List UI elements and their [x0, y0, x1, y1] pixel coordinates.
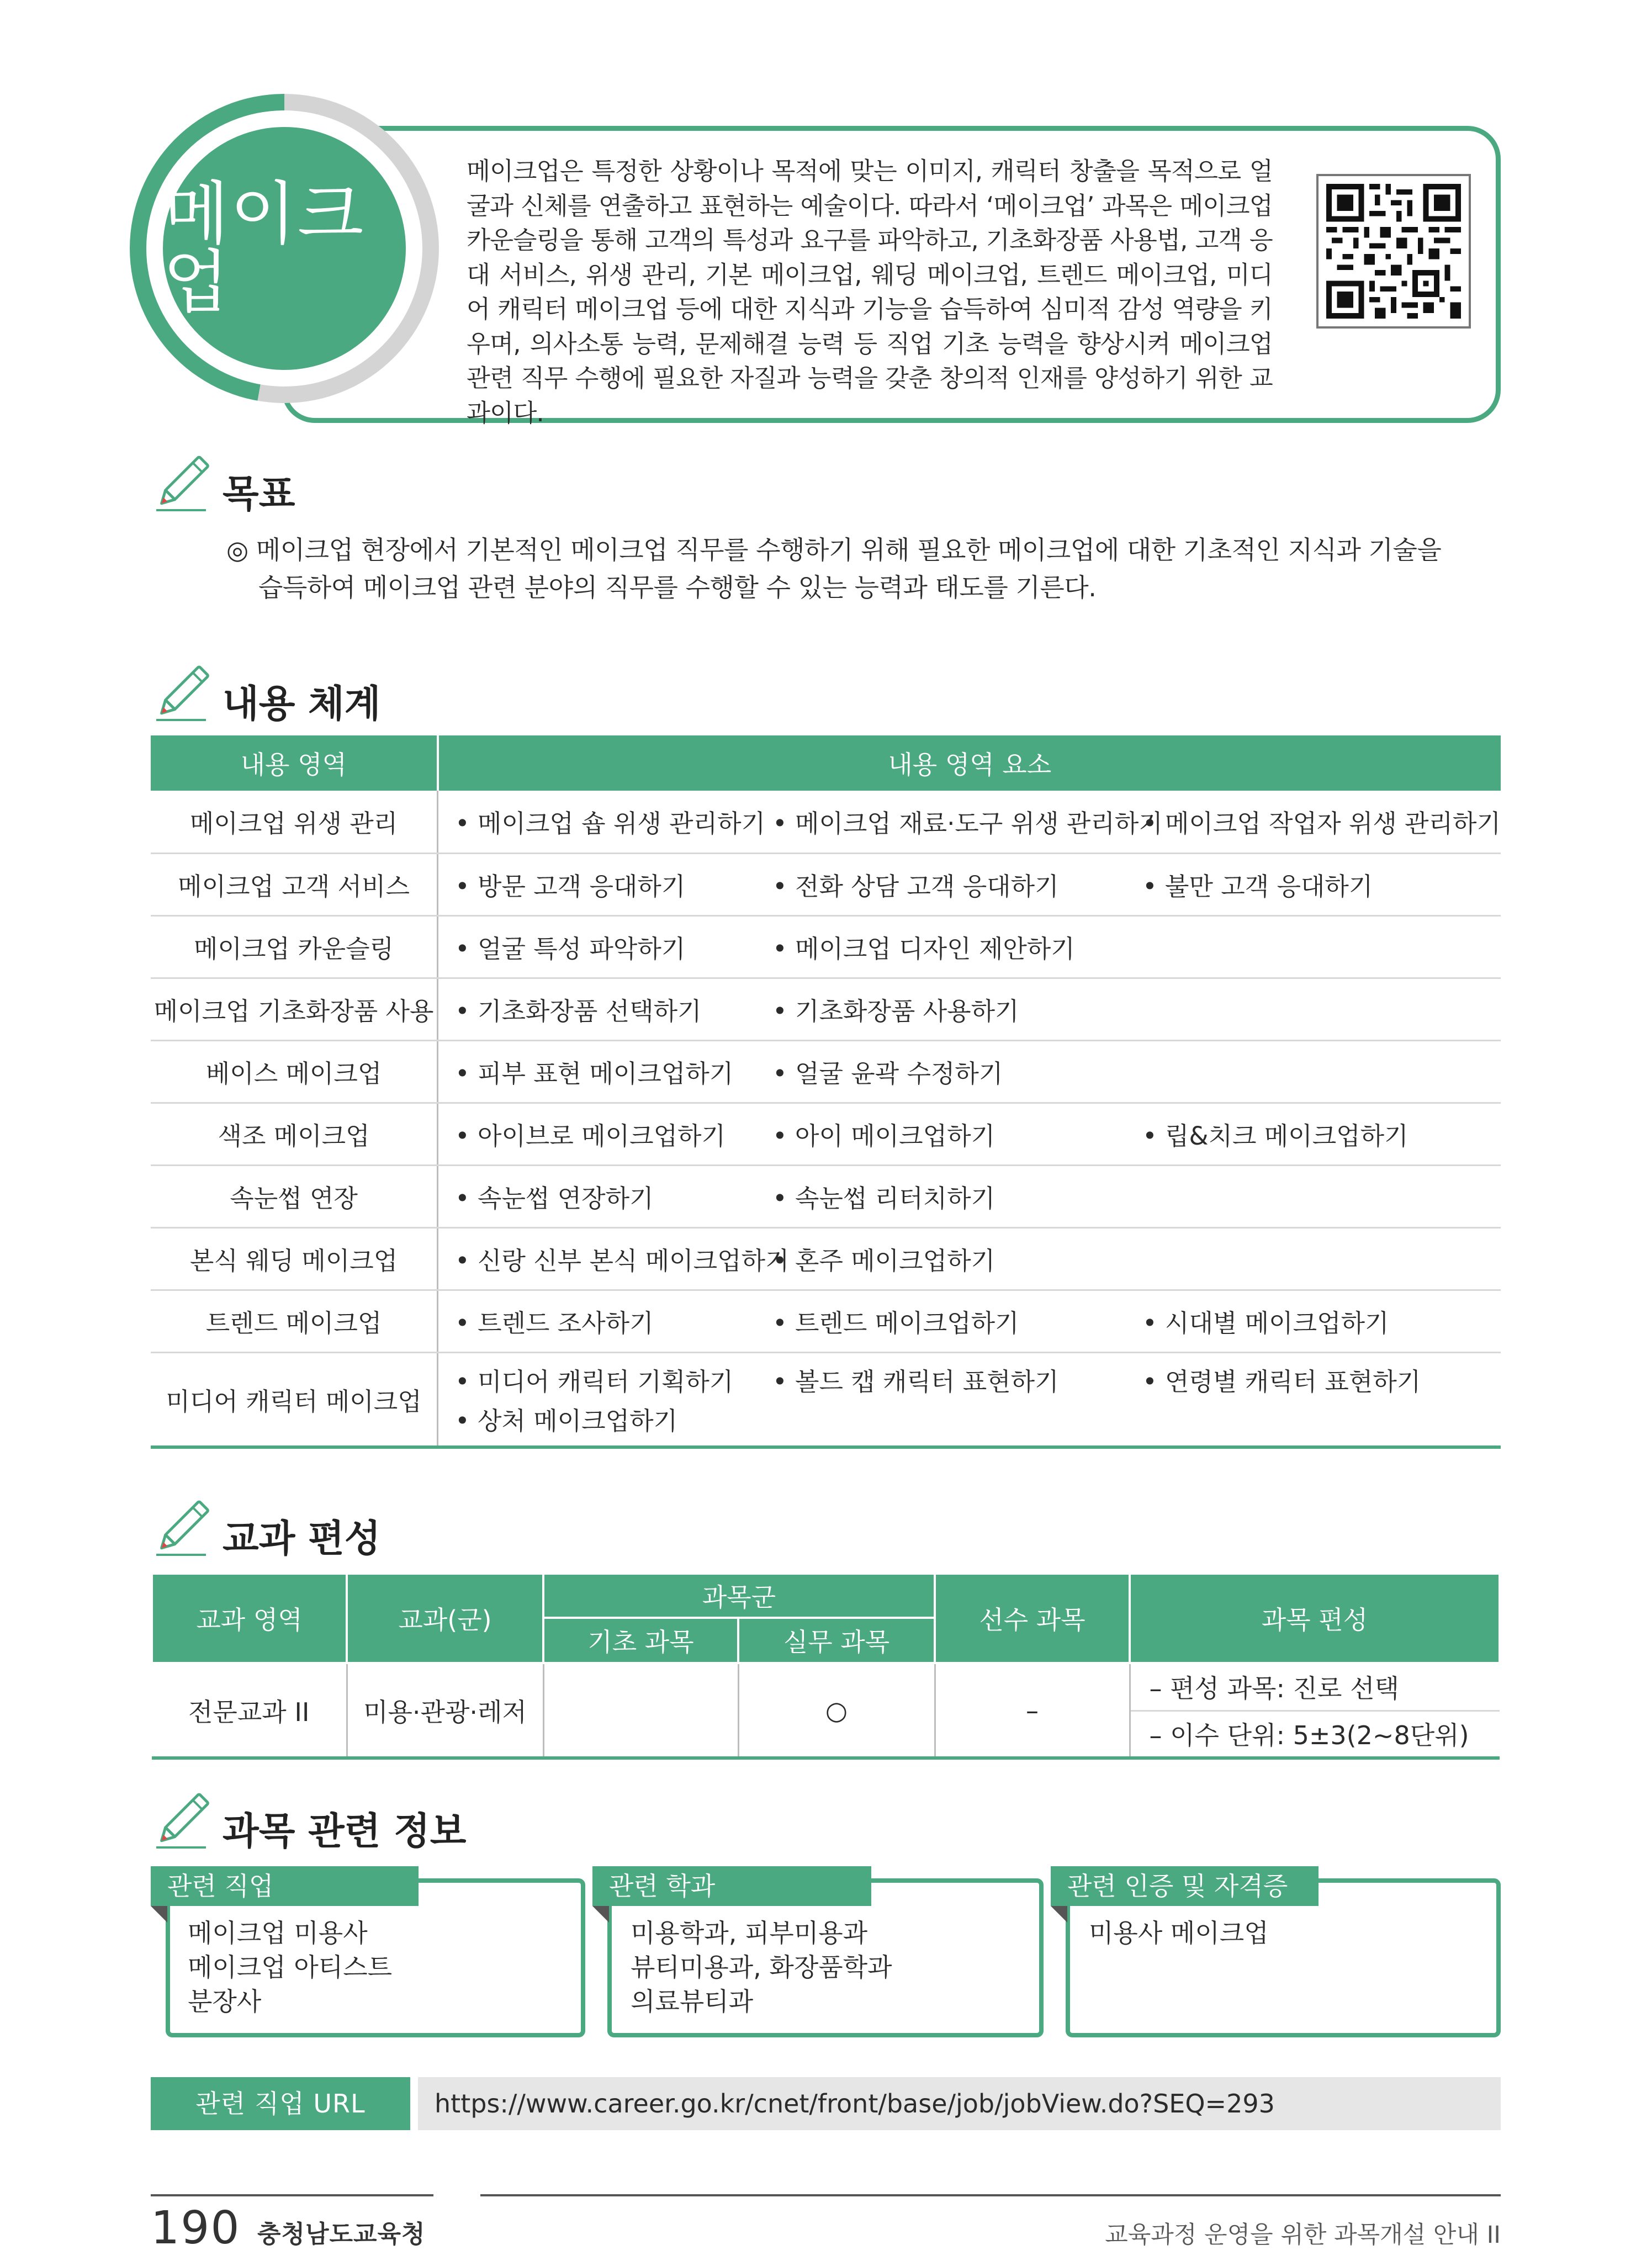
organization-cell: – 편성 과목: 진로 선택	[1149, 1674, 1399, 1704]
area-cell: 메이크업 카운슬링	[151, 915, 438, 978]
pencil-icon	[151, 453, 211, 513]
page-title: 메이크업	[163, 174, 365, 322]
element-item: • 기초화장품 사용하기	[772, 997, 1019, 1026]
area-cell: 메이크업 기초화장품 사용	[151, 978, 438, 1040]
element-item: • 기초화장품 선택하기	[455, 997, 702, 1026]
element-item: • 메이크업 숍 위생 관리하기	[455, 809, 766, 839]
table-row	[152, 1663, 1500, 1711]
table-row	[151, 1040, 1501, 1103]
list-item: 뷰티미용과, 화장품학과	[631, 1952, 892, 1982]
column-header-area: 교과 영역	[152, 1574, 347, 1663]
element-item: • 립&치크 메이크업하기	[1142, 1121, 1409, 1151]
content-system-table	[151, 735, 1501, 1449]
subject-info-title: 과목 관련 정보	[223, 1810, 467, 1854]
element-item: • 속눈썹 리터치하기	[772, 1184, 996, 1213]
elements-cell	[438, 1040, 1501, 1103]
table-row	[151, 791, 1501, 853]
related-jobs-list	[188, 1916, 392, 2019]
element-item: • 트렌드 메이크업하기	[772, 1309, 1019, 1338]
qr-code-icon[interactable]	[1316, 174, 1471, 329]
organization-name: 충청남도교육청	[257, 2220, 426, 2248]
related-job-url-label: 관련 직업 URL	[151, 2077, 410, 2130]
tab-fold	[592, 1906, 609, 1923]
related-certificates-tab: 관련 인증 및 자격증	[1051, 1866, 1319, 1906]
goal-text	[226, 531, 1469, 606]
list-item: 메이크업 미용사	[188, 1918, 368, 1948]
header-title-circle	[163, 127, 406, 370]
area-cell: 미디어 캐릭터 메이크업	[151, 1352, 438, 1447]
area-cell: 속눈썹 연장	[151, 1165, 438, 1227]
elements-cell	[438, 1352, 1501, 1447]
elements-cell	[438, 791, 1501, 853]
elements-cell	[438, 1165, 1501, 1227]
list-item: 의료뷰티과	[631, 1987, 754, 2016]
curriculum-title: 교과 편성	[223, 1517, 381, 1561]
table-row	[151, 978, 1501, 1040]
element-item: • 신랑 신부 본식 메이크업하기	[455, 1246, 790, 1275]
column-header-basic: 기초 과목	[543, 1618, 738, 1663]
elements-cell	[438, 1103, 1501, 1165]
goal-section-header	[151, 453, 295, 516]
elements-cell	[438, 1290, 1501, 1352]
element-item: • 혼주 메이크업하기	[772, 1246, 996, 1275]
element-item: • 트렌드 조사하기	[455, 1309, 654, 1338]
element-item: • 볼드 캡 캐릭터 표현하기	[772, 1367, 1059, 1397]
table-row	[151, 1165, 1501, 1227]
element-item: • 피부 표현 메이크업하기	[455, 1059, 734, 1088]
footer-divider-left	[151, 2194, 433, 2196]
prerequisite-cell: –	[935, 1663, 1130, 1758]
elements-cell	[438, 853, 1501, 915]
area-cell: 베이스 메이크업	[151, 1040, 438, 1103]
element-item: • 전화 상담 고객 응대하기	[772, 872, 1059, 901]
area-cell: 본식 웨딩 메이크업	[151, 1227, 438, 1290]
table-header-row	[152, 1574, 1500, 1618]
content-system-title: 내용 체계	[223, 682, 381, 726]
content-system-section-header	[151, 663, 381, 726]
subject-info-section-header	[151, 1790, 467, 1854]
goal-line-1: ◎ 메이크업 현장에서 기본적인 메이크업 직무를 수행하기 위해 필요한 메이크업에 대한 기초적인 지식과 기술을	[226, 535, 1442, 565]
element-item: • 아이 메이크업하기	[772, 1121, 996, 1151]
practical-cell: ○	[738, 1663, 935, 1758]
element-item: • 얼굴 윤곽 수정하기	[772, 1059, 1003, 1088]
elements-cell	[438, 915, 1501, 978]
table-row	[151, 853, 1501, 915]
area-cell: 메이크업 위생 관리	[151, 791, 438, 853]
list-item: 분장사	[188, 1987, 262, 2016]
column-header-prerequisite: 선수 과목	[935, 1574, 1130, 1663]
element-item: • 불만 고객 응대하기	[1142, 872, 1373, 901]
related-certificates-list	[1089, 1916, 1269, 1950]
elements-cell	[438, 978, 1501, 1040]
area-cell: 트렌드 메이크업	[151, 1290, 438, 1352]
footer-divider-right	[480, 2194, 1501, 2196]
element-item: • 메이크업 디자인 제안하기	[772, 934, 1075, 963]
table-row	[151, 1103, 1501, 1165]
group-cell: 미용·관광·레저	[347, 1663, 543, 1758]
table-row	[151, 1290, 1501, 1352]
element-item: • 아이브로 메이크업하기	[455, 1121, 726, 1151]
area-cell: 전문교과 II	[152, 1663, 347, 1758]
element-item: • 미디어 캐릭터 기획하기	[455, 1367, 734, 1397]
element-item: • 속눈썹 연장하기	[455, 1184, 654, 1213]
column-header-organization: 과목 편성	[1130, 1574, 1500, 1663]
element-item: • 방문 고객 응대하기	[455, 872, 686, 901]
elements-cell	[438, 1227, 1501, 1290]
element-item: • 시대별 메이크업하기	[1142, 1309, 1389, 1338]
table-row	[151, 1227, 1501, 1290]
table-row	[151, 915, 1501, 978]
element-item: • 연령별 캐릭터 표현하기	[1142, 1367, 1421, 1397]
element-item: • 메이크업 재료·도구 위생 관리하기	[772, 809, 1163, 839]
curriculum-table	[151, 1572, 1501, 1760]
column-header-area: 내용 영역	[151, 735, 438, 791]
related-job-url-link[interactable]: https://www.career.go.kr/cnet/front/base/job/jobView.do?SEQ=293	[418, 2077, 1501, 2130]
list-item: 메이크업 아티스트	[188, 1952, 393, 1982]
pencil-icon	[151, 1790, 211, 1851]
tab-fold	[1051, 1906, 1067, 1923]
organization-cell: – 이수 단위: 5±3(2~8단위)	[1130, 1711, 1500, 1758]
element-item: • 상처 메이크업하기	[455, 1406, 678, 1436]
list-item: 미용학과, 피부미용과	[631, 1918, 868, 1948]
table-row	[151, 1352, 1501, 1447]
basic-cell	[543, 1663, 738, 1758]
list-item: 미용사 메이크업	[1089, 1918, 1269, 1948]
area-cell: 메이크업 고객 서비스	[151, 853, 438, 915]
curriculum-section-header	[151, 1497, 381, 1561]
table-header-row	[151, 735, 1501, 791]
related-departments-tab: 관련 학과	[592, 1866, 871, 1906]
column-header-group: 교과(군)	[347, 1574, 543, 1663]
related-departments-list	[631, 1916, 892, 2019]
page-number: 190	[151, 2202, 241, 2254]
goal-line-2: 습득하여 메이크업 관련 분야의 직무를 수행할 수 있는 능력과 태도를 기른다.	[258, 573, 1097, 602]
pencil-icon	[151, 1497, 211, 1558]
subject-description: 메이크업은 특정한 상황이나 목적에 맞는 이미지, 캐릭터 창출을 목적으로 얼굴과 신체를 연출하고 표현하는 예술이다. 따라서 ‘메이크업’ 과목은 메이크업 카운슬링을 통해 고객의 특성과 요구를 파악하고, 기초화장품 사용법, 고객 응대 서비스, 위생 관리, 기본 메이크업, 웨딩 메이크업, 트렌드 메이크업, 미디어 캐릭터 메이크업 등에 대한 지식과 기능을 습득하여 심미적 감성 역량을 키우며, 의사소통 능력, 문제해결 능력 등 직업 기초 능력을 향상시켜 메이크업 관련 직무 수행에 필요한 자질과 능력을 갖춘 창의적 인재를 양성하기 위한 교과이다.	[467, 157, 1273, 427]
pencil-icon	[151, 663, 211, 723]
area-cell: 색조 메이크업	[151, 1103, 438, 1165]
footer-guide-title: 교육과정 운영을 위한 과목개설 안내 II	[1105, 2221, 1501, 2249]
element-item: • 메이크업 작업자 위생 관리하기	[1142, 809, 1501, 839]
element-item: • 얼굴 특성 파악하기	[455, 934, 686, 963]
column-header-elements: 내용 영역 요소	[438, 735, 1501, 791]
column-header-subject-group: 과목군	[543, 1574, 935, 1618]
tab-fold	[151, 1906, 167, 1923]
related-jobs-tab: 관련 직업	[151, 1866, 419, 1906]
goal-title: 목표	[223, 473, 295, 516]
column-header-practical: 실무 과목	[738, 1618, 935, 1663]
